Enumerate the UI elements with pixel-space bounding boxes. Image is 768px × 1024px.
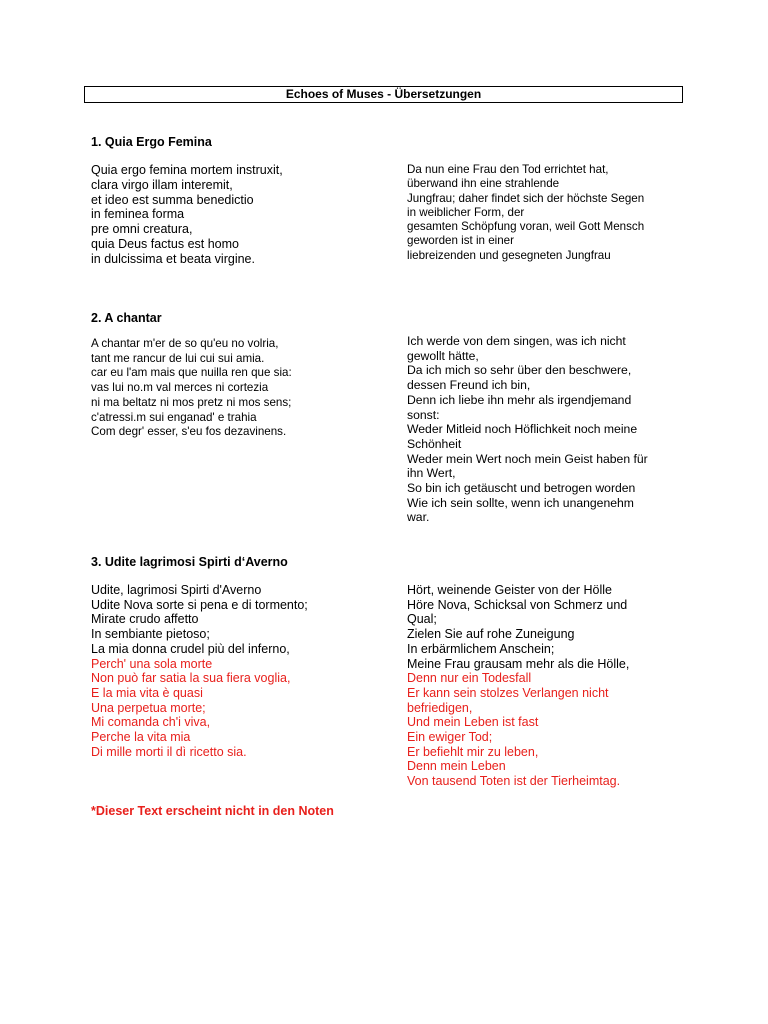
section-2-original xyxy=(91,337,292,440)
verse-line-red: Non può far satia la sua fiera voglia, xyxy=(91,671,291,686)
verse-line: Com degr' esser, s'eu fos dezavinens. xyxy=(91,425,287,439)
section-3-original xyxy=(91,583,308,759)
verse-line: Hört, weinende Geister von der Hölle xyxy=(407,583,612,597)
verse-line: in feminea forma xyxy=(91,207,185,222)
verse-line: geworden ist in einer xyxy=(407,234,514,248)
verse-line: Quia ergo femina mortem instruxit, xyxy=(91,163,283,177)
verse-line: Jungfrau; daher findet sich der höchste Segen xyxy=(407,191,645,205)
verse-line: ni ma beltatz ni mos pretz ni mos sens; xyxy=(91,395,292,409)
verse-line-red: Er befiehlt mir zu leben, xyxy=(407,744,539,759)
verse-line: gewollt hätte, xyxy=(407,348,479,363)
section-2-heading: 2. A chantar xyxy=(91,311,162,325)
verse-line-red: E la mia vita è quasi xyxy=(91,685,203,700)
verse-line: et ideo est summa benedictio xyxy=(91,192,254,207)
verse-line: Schönheit xyxy=(407,436,462,451)
verse-line: quia Deus factus est homo xyxy=(91,236,239,251)
section-1-translation xyxy=(407,163,644,263)
verse-line-red: Perch' una sola morte xyxy=(91,656,213,671)
verse-line: war. xyxy=(407,510,430,525)
verse-line-red: Und mein Leben ist fast xyxy=(407,715,539,730)
verse-line-red: Una perpetua morte; xyxy=(91,700,206,715)
verse-line-red: Denn mein Leben xyxy=(407,759,506,774)
verse-line: c'atressi.m sui enganad' e trahia xyxy=(91,410,257,424)
verse-line: Qual; xyxy=(407,612,437,627)
section-1-original xyxy=(91,163,283,267)
verse-line-red: Ein ewiger Tod; xyxy=(407,730,493,745)
verse-line-red: Perche la vita mia xyxy=(91,730,191,745)
verse-line: A chantar m'er de so qu'eu no volria, xyxy=(91,337,279,350)
verse-line: Zielen Sie auf rohe Zuneigung xyxy=(407,627,575,642)
verse-line: Weder Mitleid noch Höflichkeit noch meine xyxy=(407,422,638,437)
section-2-translation xyxy=(407,334,648,525)
section-1-heading: 1. Quia Ergo Femina xyxy=(91,135,212,149)
verse-line: Da ich mich so sehr über den beschwere, xyxy=(407,363,632,378)
verse-line: In sembiante pietoso; xyxy=(91,627,210,642)
verse-line: in dulcissima et beata virgine. xyxy=(91,251,255,266)
verse-line: pre omni creatura, xyxy=(91,222,193,237)
verse-line: In erbärmlichem Anschein; xyxy=(407,641,555,656)
verse-line: überwand ihn eine strahlende xyxy=(407,177,560,191)
verse-line: gesamten Schöpfung voran, weil Gott Mensch xyxy=(407,220,645,234)
verse-line: in weiblicher Form, der xyxy=(407,205,525,219)
verse-line: Udite Nova sorte si pena e di tormento; xyxy=(91,597,308,612)
verse-line: Meine Frau grausam mehr als die Hölle, xyxy=(407,656,630,671)
section-3-heading: 3. Udite lagrimosi Spirti d‘Averno xyxy=(91,555,288,569)
verse-line-red: Denn nur ein Todesfall xyxy=(407,671,532,686)
verse-line-red: Mi comanda ch'i viva, xyxy=(91,715,211,730)
verse-line: Denn ich liebe ihn mehr als irgendjemand xyxy=(407,392,632,407)
section-3-translation xyxy=(407,583,629,789)
verse-line-red: Von tausend Toten ist der Tierheimtag. xyxy=(407,774,621,789)
verse-line: car eu l'am mais que nuilla ren que sia: xyxy=(91,366,292,380)
verse-line-red: befriedigen, xyxy=(407,700,473,715)
page-title: Echoes of Muses - Übersetzungen xyxy=(84,86,683,103)
verse-line: liebreizenden und gesegneten Jungfrau xyxy=(407,248,611,262)
verse-line: vas lui no.m val merces ni cortezia xyxy=(91,381,269,395)
verse-line: Udite, lagrimosi Spirti d'Averno xyxy=(91,583,262,597)
verse-line: dessen Freund ich bin, xyxy=(407,378,531,393)
verse-line: tant me rancur de lui cui sui amia. xyxy=(91,351,265,365)
verse-line: Wie ich sein sollte, wenn ich unangenehm xyxy=(407,495,634,510)
verse-line: Höre Nova, Schicksal von Schmerz und xyxy=(407,597,628,612)
verse-line: sonst: xyxy=(407,407,440,422)
verse-line-red: Di mille morti il dì ricetto sia. xyxy=(91,744,247,759)
verse-line: So bin ich getäuscht und betrogen worden xyxy=(407,481,636,496)
verse-line: Mirate crudo affetto xyxy=(91,612,199,627)
verse-line: ihn Wert, xyxy=(407,466,456,481)
verse-line: Ich werde von dem singen, was ich nicht xyxy=(407,334,626,348)
verse-line: clara virgo illam interemit, xyxy=(91,177,233,192)
verse-line: Da nun eine Frau den Tod errichtet hat, xyxy=(407,163,609,176)
footnote: *Dieser Text erscheint nicht in den Noten xyxy=(91,804,334,818)
verse-line-red: Er kann sein stolzes Verlangen nicht xyxy=(407,685,609,700)
verse-line: La mia donna crudel più del inferno, xyxy=(91,641,290,656)
verse-line: Weder mein Wert noch mein Geist haben für xyxy=(407,451,648,466)
